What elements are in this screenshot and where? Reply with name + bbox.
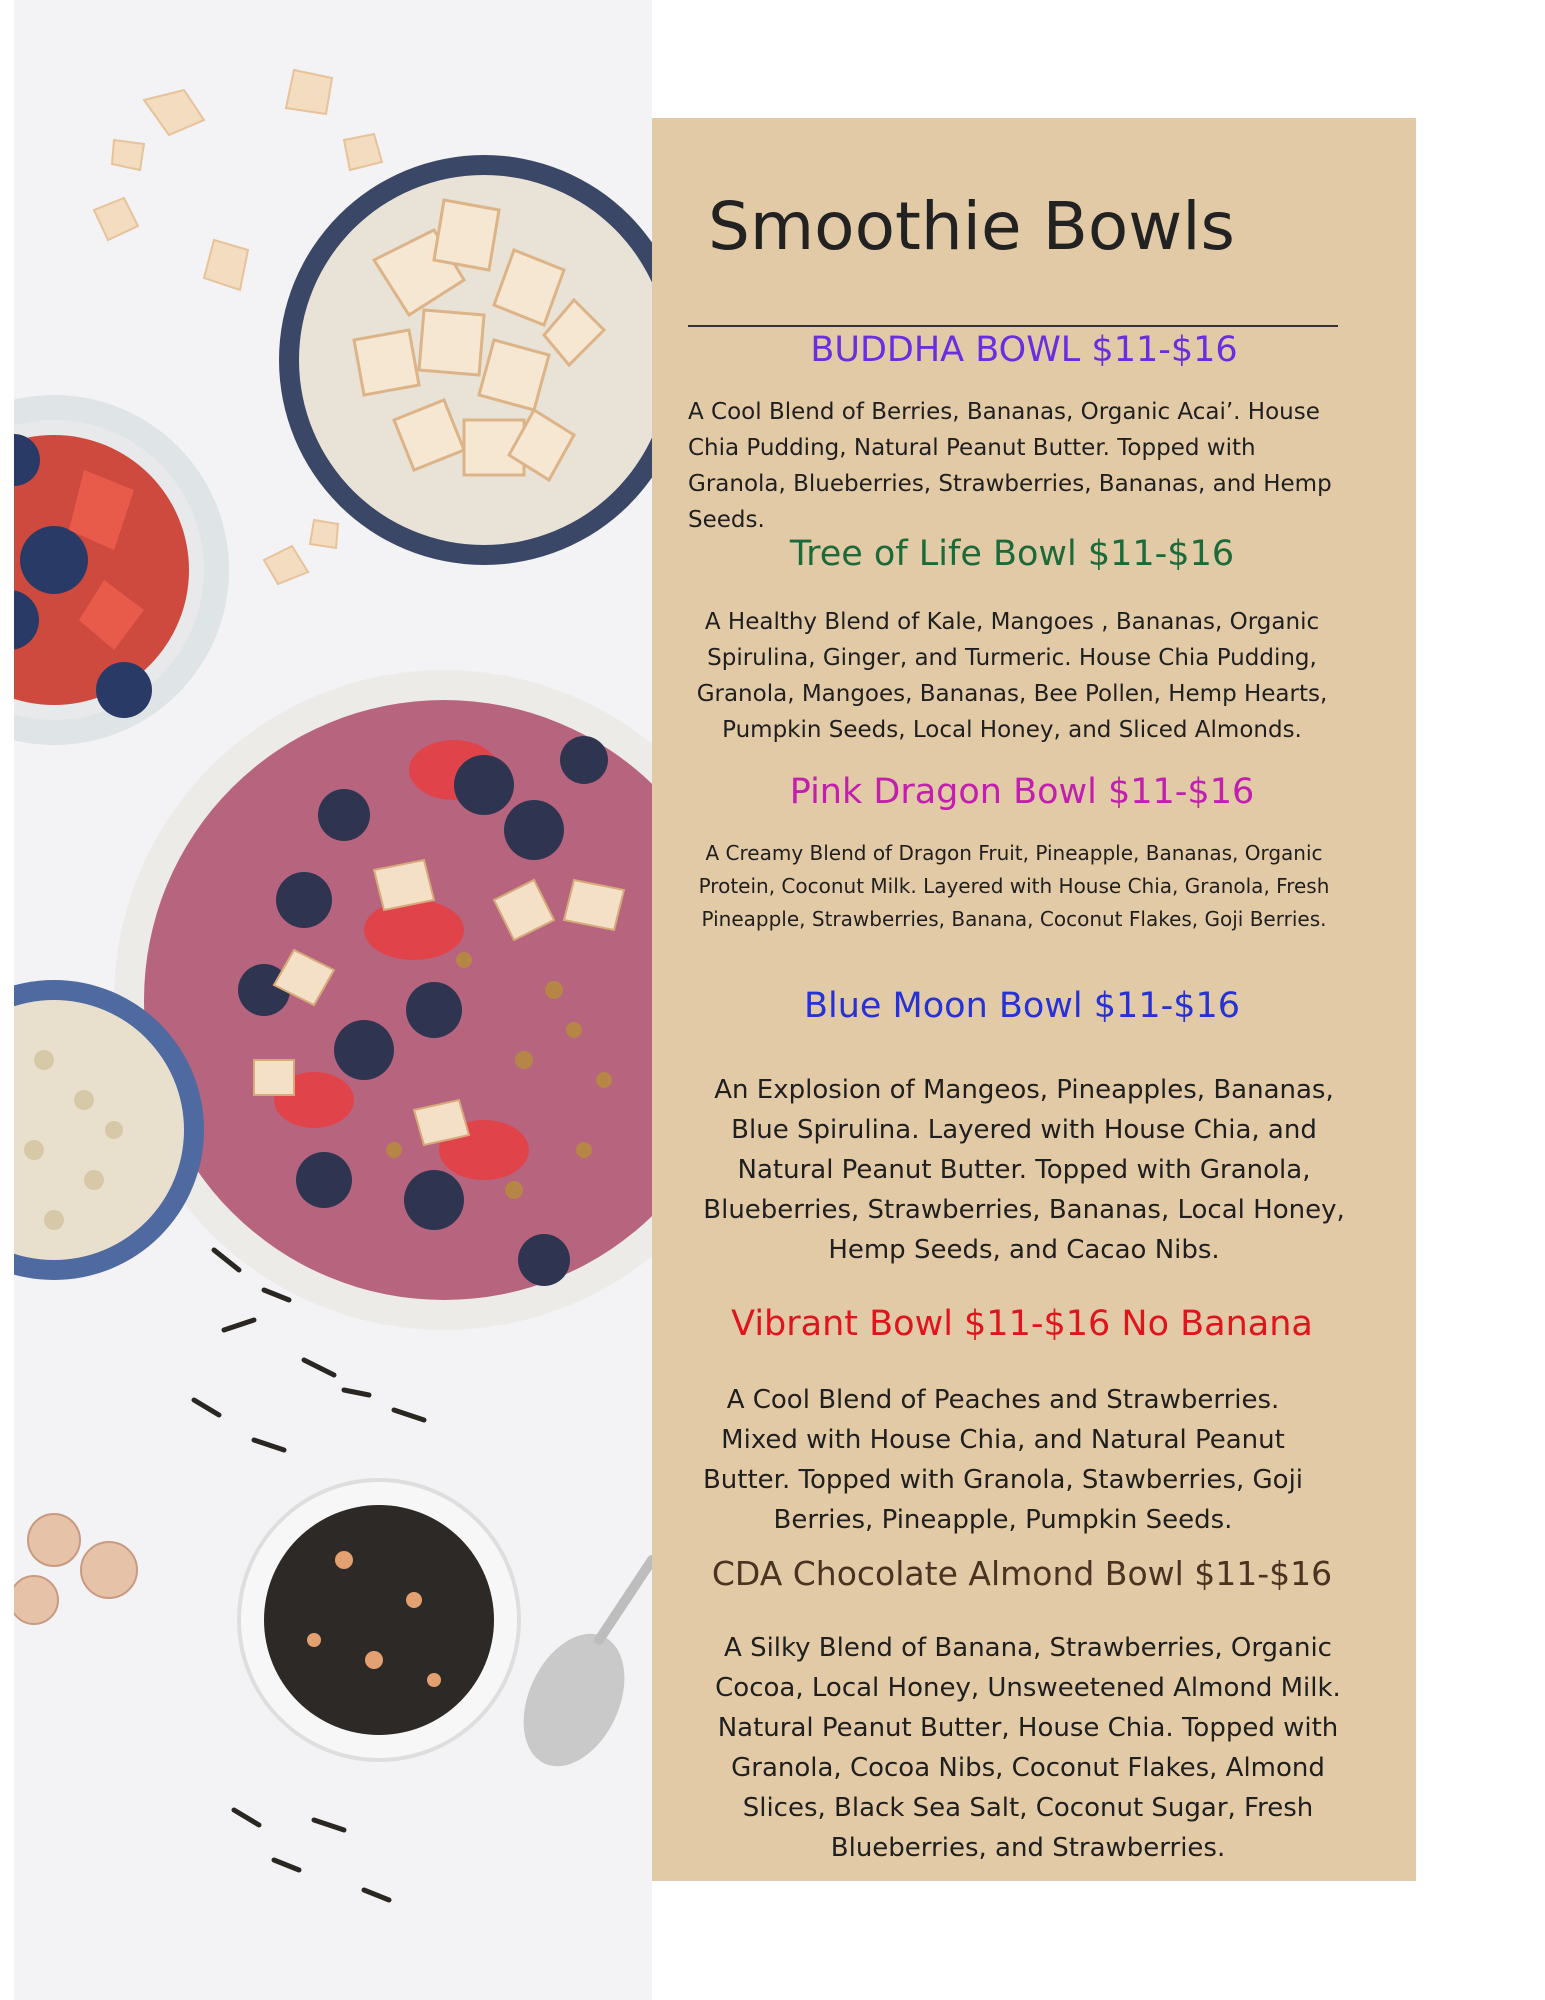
menu-item-description: A Cool Blend of Berries, Bananas, Organic Acai’. House Chia Pudding, Natural Peanut Butter. Topped with Granola, Blueberries, Strawberries, Bananas, and Hemp Seeds. <box>688 399 1332 533</box>
page-title: Smoothie Bowls <box>708 188 1235 265</box>
food-photo-art <box>14 0 652 2000</box>
menu-item-title: BUDDHA BOWL $11-$16 <box>810 330 1238 370</box>
food-photo <box>14 0 652 2000</box>
menu-item-description: A Cool Blend of Peaches and Strawberries. Mixed with House Chia, and Natural Peanut Butter. Topped with Granola, Stawberries, Goji Berries, Pineapple, Pumpkin Seeds. <box>702 1385 1304 1535</box>
menu-item-description: A Silky Blend of Banana, Strawberries, Organic Cocoa, Local Honey, Unsweetened Almond Milk. Natural Peanut Butter, House Chia. Topped with Granola, Cocoa Nibs, Coconut Flakes, Almond Slices, Black Sea Salt, Coconut Sugar, Fresh Blueberries, and Strawberries. <box>715 1633 1341 1863</box>
menu-item-description: A Healthy Blend of Kale, Mangoes , Bananas, Organic Spirulina, Ginger, and Turmeric. House Chia Pudding, Granola, Mangoes, Bananas, Bee Pollen, Hemp Hearts, Pumpkin Seeds, Local Honey, and Sliced Almonds. <box>696 609 1328 743</box>
menu-item-title: Tree of Life Bowl $11-$16 <box>789 534 1235 574</box>
menu-panel <box>652 118 1416 1881</box>
menu-item-title: Pink Dragon Bowl $11-$16 <box>789 772 1255 812</box>
menu-item-title: CDA Chocolate Almond Bowl $11-$16 <box>711 1554 1333 1593</box>
title-divider <box>688 325 1338 327</box>
menu-item-description: An Explosion of Mangeos, Pineapples, Bananas, Blue Spirulina. Layered with House Chia, and Natural Peanut Butter. Topped with Granola, Blueberries, Strawberries, Bananas, Local Honey, Hemp Seeds, and Cacao Nibs. <box>703 1075 1345 1265</box>
menu-item-title: Vibrant Bowl $11-$16 No Banana <box>731 1304 1313 1344</box>
menu-item-title: Blue Moon Bowl $11-$16 <box>803 986 1241 1026</box>
menu-item-description: A Creamy Blend of Dragon Fruit, Pineapple, Bananas, Organic Protein, Coconut Milk. Layered with House Chia, Granola, Fresh Pineapple, Strawberries, Banana, Coconut Flakes, Goji Berries. <box>698 841 1330 931</box>
